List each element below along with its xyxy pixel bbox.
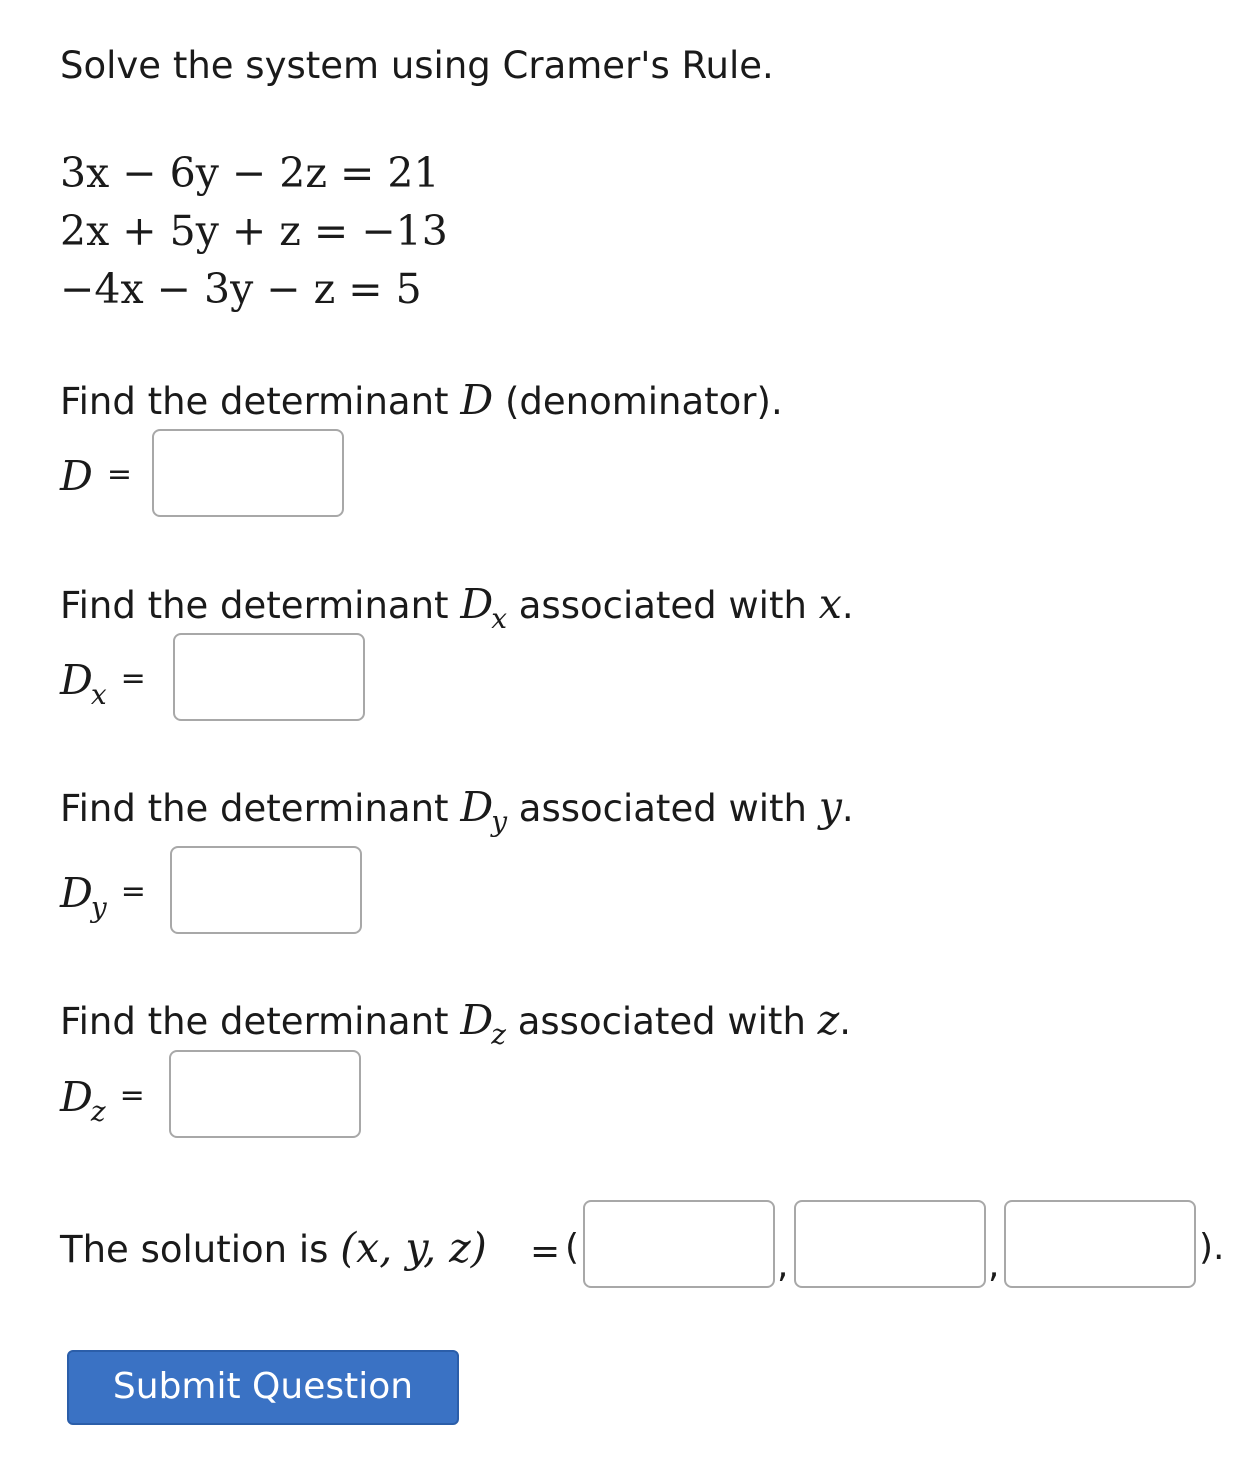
prompt-suffix: (denominator). xyxy=(493,380,783,423)
solution-comma-2: , xyxy=(988,1245,1000,1286)
equation-3: −4x − 3y − z = 5 xyxy=(60,265,422,313)
solution-equals: = xyxy=(530,1231,561,1272)
solution-y-input[interactable] xyxy=(794,1200,986,1288)
prompt-determinant-dz: Find the determinant $D_z$ associated with z. xyxy=(60,996,852,1051)
prompt-determinant-d xyxy=(60,376,783,424)
equation-2: 2x + 5y + z = −13 xyxy=(60,207,448,255)
dx-input[interactable] xyxy=(173,633,365,721)
submit-question-button[interactable]: Submit Question xyxy=(67,1350,459,1425)
prompt-mid: associated with xyxy=(507,787,819,830)
var-dx: $D_x$ xyxy=(460,580,507,635)
solution-close-paren: ). xyxy=(1199,1227,1225,1268)
var-dz: $D_z$ xyxy=(460,996,506,1051)
prompt-text: Find the determinant xyxy=(60,787,461,830)
dy-input[interactable] xyxy=(170,846,362,934)
label-dy: $D_y$ = xyxy=(60,869,146,924)
prompt-text: Find the determinant xyxy=(60,380,461,423)
instruction-text: Solve the system using Cramer's Rule. xyxy=(60,44,774,87)
solution-open-paren: ( xyxy=(565,1227,580,1268)
solution-tuple: (x, y, z) xyxy=(340,1224,487,1272)
solution-x-input[interactable] xyxy=(583,1200,775,1288)
var-dy: $D_y$ xyxy=(460,783,508,838)
prompt-text: Find the determinant xyxy=(60,584,461,627)
dz-input[interactable] xyxy=(169,1050,361,1138)
solution-prompt xyxy=(60,1224,487,1272)
solution-z-input[interactable] xyxy=(1004,1200,1196,1288)
prompt-mid: associated with xyxy=(506,584,819,627)
d-input[interactable] xyxy=(152,429,344,517)
label-dx: $D_x$ = xyxy=(60,656,146,711)
label-d: D = xyxy=(60,452,133,500)
prompt-text: Find the determinant xyxy=(60,1000,461,1043)
equation-1: 3x − 6y − 2z = 21 xyxy=(60,149,440,197)
solution-text: The solution is xyxy=(60,1228,341,1271)
prompt-determinant-dx: Find the determinant $D_x$ associated with x. xyxy=(60,580,854,635)
prompt-mid: associated with xyxy=(505,1000,818,1043)
prompt-determinant-dy: Find the determinant $D_y$ associated with y. xyxy=(60,783,854,838)
solution-comma-1: , xyxy=(777,1245,789,1286)
label-dz: $D_z$ = xyxy=(60,1073,145,1128)
var-d: D xyxy=(460,376,494,424)
